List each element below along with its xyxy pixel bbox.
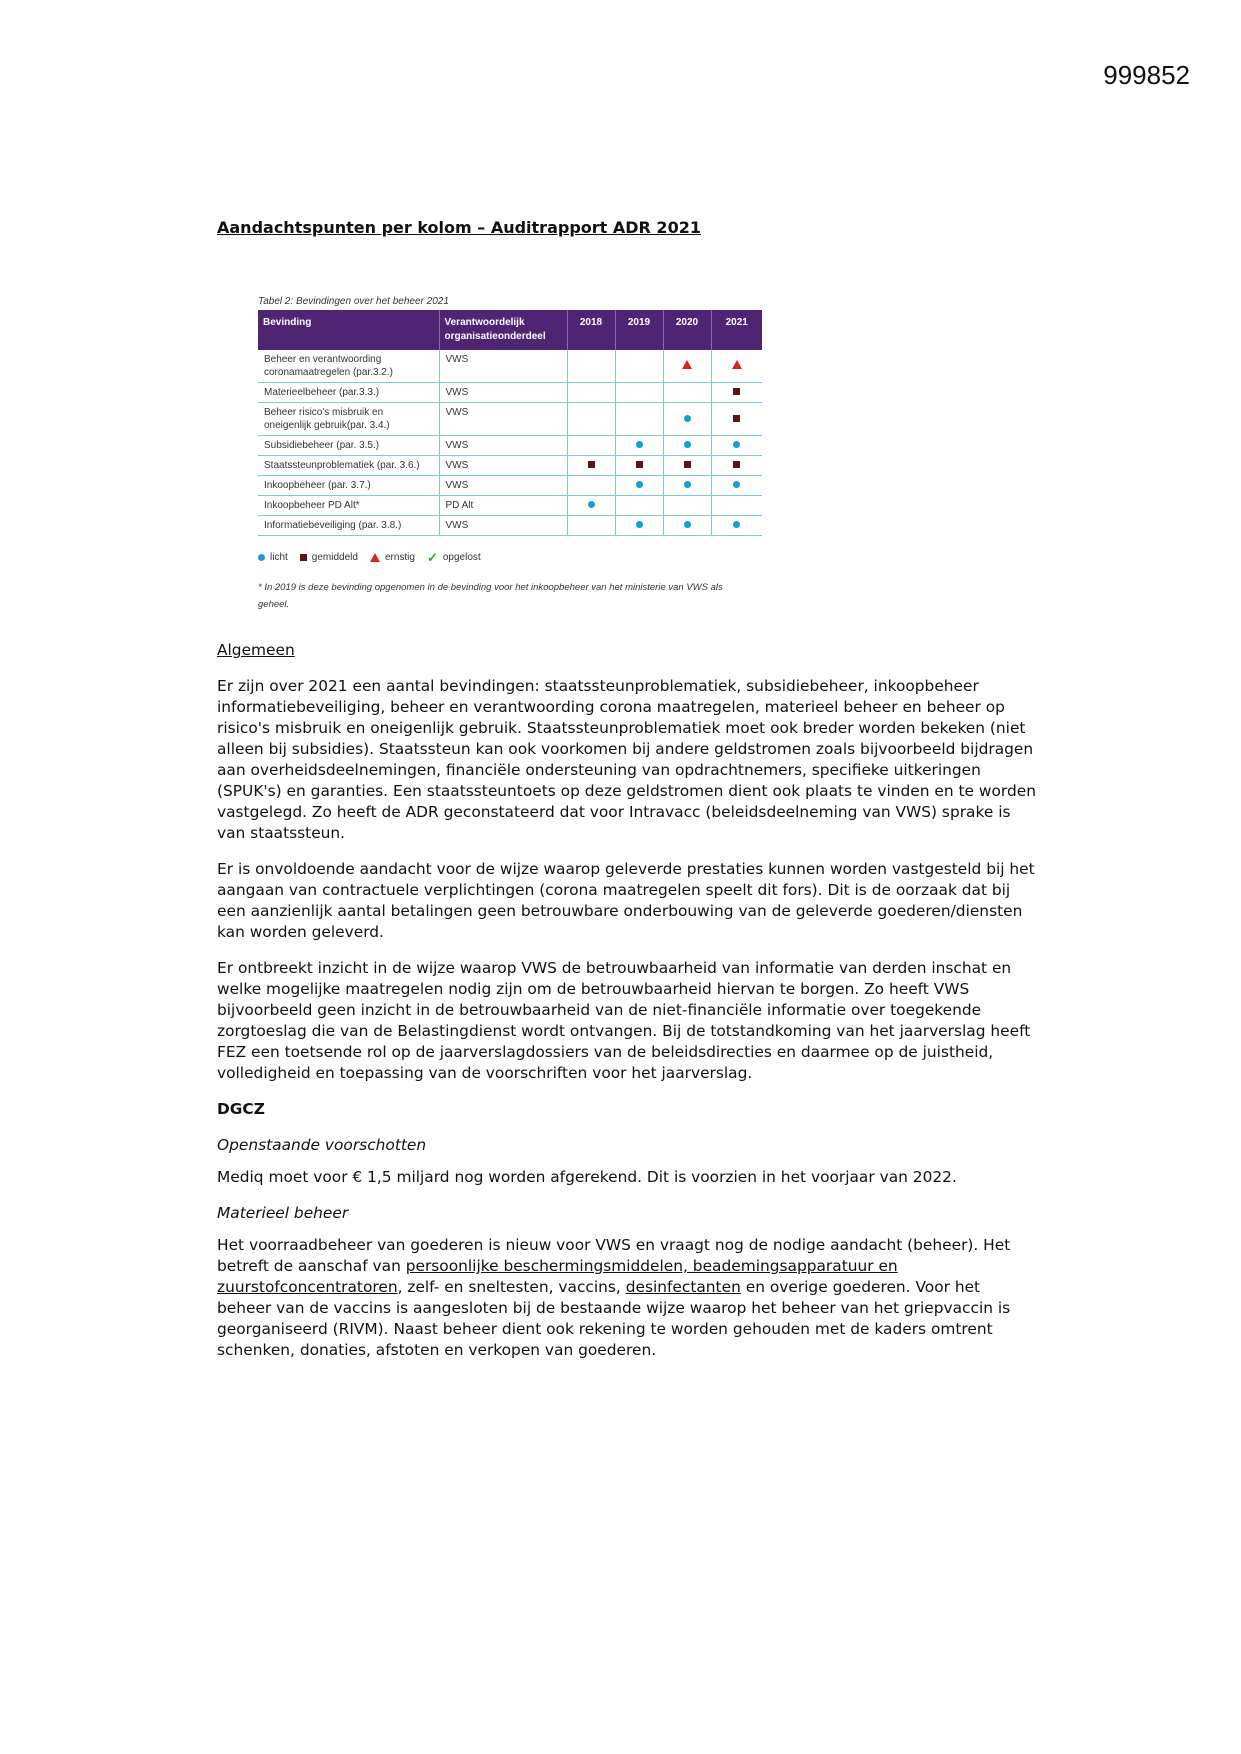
table-row	[258, 436, 762, 456]
table-footnote: * In 2019 is deze bevinding opgenomen in de bevinding voor het inkoopbeheer van het ministerie van VWS als geheel.	[258, 582, 723, 610]
table-row	[258, 350, 762, 383]
cell-year-mark	[615, 476, 663, 496]
table-row	[258, 403, 762, 436]
cell-year-mark	[663, 436, 711, 456]
legend-square-icon	[300, 554, 307, 561]
cell-year-mark	[615, 383, 663, 403]
table-legend	[258, 549, 763, 565]
paragraph: Er ontbreekt inzicht in de wijze waarop VWS de betrouwbaarheid van informatie van derden inschat en welke mogelijke maatregelen nodig zijn om de betrouwbaarheid hiervan te borgen. Zo heeft VWS bijvoorbeeld geen inzicht in de betrouwbaarheid van de niet-financiële informatie over toegekende zorgtoeslag die van de Belastingdienst wordt ontvangen. Bij de totstandkoming van het jaarverslag heeft FEZ een toetsende rol op de jaarverslagdossiers van de beleidsdirecties en daarmee op de juistheid, volledigheid en toepassing van de voorschriften voor het jaarverslag.	[217, 959, 1031, 1082]
licht-dot-icon	[684, 441, 691, 448]
licht-dot-icon	[733, 481, 740, 488]
legend-label: opgelost	[442, 552, 481, 563]
paragraph: Er zijn over 2021 een aantal bevindingen: staatssteunproblematiek, subsidiebeheer, inkoopbeheer informatiebeveiliging, beheer en verantwoording corona maatregelen, materieel beheer en beheer op risico's misbruik en oneigenlijk gebruik. Staatssteunproblematiek moet ook breder worden bekeken (niet alleen bij subsidies). Staatssteun kan ook voorkomen bij andere geldstromen zoals bijvoorbeeld bijdragen aan overheidsdeelnemingen, financiële ondersteuning van opdrachtnemers, specifieke uitkeringen (SPUK's) en garanties. Een staatssteuntoets op deze geldstromen dient ook plaats te vinden en te worden vastgelegd. Zo heeft de ADR geconstateerd dat voor Intravacc (beleidsdeelneming van VWS) sprake is van staatssteun.	[217, 677, 1036, 842]
cell-year-mark	[567, 383, 615, 403]
cell-year-mark	[663, 476, 711, 496]
subheading-materieel-beheer: Materieel beheer	[217, 1204, 349, 1222]
table-header-row	[258, 310, 762, 350]
cell-bevinding: Beheer risico's misbruik en oneigenlijk gebruik(par. 3.4.)	[258, 403, 439, 436]
subheading-openstaande-voorschotten: Openstaande voorschotten	[217, 1136, 427, 1154]
legend-label: licht	[270, 552, 288, 563]
cell-bevinding: Beheer en verantwoording coronamaatregelen (par.3.2.)	[258, 350, 439, 383]
cell-year-mark	[615, 456, 663, 476]
table-row	[258, 456, 762, 476]
gemiddeld-square-icon	[684, 461, 691, 468]
cell-year-mark	[663, 496, 711, 516]
licht-dot-icon	[733, 441, 740, 448]
text-span: Het voorraadbeheer van goederen is nieuw voor VWS en vraagt nog de nodige aandacht (beheer). Het betreft de aanschaf van	[217, 1236, 1011, 1275]
cell-year-mark	[711, 350, 762, 383]
cell-year-mark	[615, 496, 663, 516]
cell-year-mark	[711, 516, 762, 536]
cell-organisatieonderdeel: VWS	[439, 516, 567, 536]
cell-bevinding: Materieelbeheer (par.3.3.)	[258, 383, 439, 403]
paragraph: Mediq moet voor € 1,5 miljard nog worden afgerekend. Dit is voorzien in het voorjaar van 2022.	[217, 1168, 957, 1186]
legend-label: gemiddeld	[311, 552, 358, 563]
cell-year-mark	[615, 436, 663, 456]
legend-label: ernstig	[384, 552, 415, 563]
cell-year-mark	[567, 403, 615, 436]
section-heading-algemeen: Algemeen	[217, 641, 295, 659]
cell-year-mark	[711, 436, 762, 456]
licht-dot-icon	[684, 415, 691, 422]
header-year-2021: 2021	[711, 310, 762, 350]
cell-organisatieonderdeel: VWS	[439, 476, 567, 496]
cell-bevinding: Inkoopbeheer (par. 3.7.)	[258, 476, 439, 496]
header-year-2018: 2018	[567, 310, 615, 350]
text-span: , zelf- en sneltesten, vaccins,	[397, 1278, 626, 1296]
cell-year-mark	[663, 456, 711, 476]
legend-item-opgelost	[426, 549, 481, 565]
cell-year-mark	[711, 383, 762, 403]
table-row	[258, 496, 762, 516]
gemiddeld-square-icon	[733, 461, 740, 468]
cell-year-mark	[663, 403, 711, 436]
cell-bevinding: Subsidiebeheer (par. 3.5.)	[258, 436, 439, 456]
page-title: Aandachtspunten per kolom – Auditrapport ADR 2021	[217, 218, 701, 237]
legend-item-licht	[258, 552, 288, 563]
cell-year-mark	[567, 436, 615, 456]
cell-year-mark	[711, 456, 762, 476]
underlined-text-desinfectanten: desinfectanten	[625, 1278, 741, 1296]
cell-year-mark	[711, 496, 762, 516]
cell-year-mark	[567, 496, 615, 516]
paragraph-materieel-beheer	[217, 1235, 1037, 1361]
licht-dot-icon	[636, 441, 643, 448]
cell-organisatieonderdeel: VWS	[439, 383, 567, 403]
gemiddeld-square-icon	[588, 461, 595, 468]
cell-year-mark	[567, 516, 615, 536]
body-text	[217, 640, 1037, 1376]
header-year-2020: 2020	[663, 310, 711, 350]
cell-year-mark	[615, 403, 663, 436]
cell-year-mark	[711, 403, 762, 436]
cell-year-mark	[567, 350, 615, 383]
cell-year-mark	[567, 456, 615, 476]
table-row	[258, 383, 762, 403]
cell-organisatieonderdeel: VWS	[439, 456, 567, 476]
cell-year-mark	[663, 350, 711, 383]
header-year-2019: 2019	[615, 310, 663, 350]
paragraph: Er is onvoldoende aandacht voor de wijze waarop geleverde prestaties kunnen worden vastgesteld bij het aangaan van contractuele verplichtingen (corona maatregelen speelt dit fors). Dit is de oorzaak dat bij een aanzienlijk aantal betalingen geen betrouwbare onderbouwing van de geleverde goederen/diensten kan worden geleverd.	[217, 860, 1035, 941]
gemiddeld-square-icon	[733, 415, 740, 422]
legend-item-ernstig	[370, 552, 415, 563]
licht-dot-icon	[684, 521, 691, 528]
cell-year-mark	[615, 350, 663, 383]
cell-year-mark	[663, 516, 711, 536]
legend-dot-icon	[258, 554, 265, 561]
header-bevinding: Bevinding	[258, 310, 439, 350]
cell-year-mark	[711, 476, 762, 496]
table-row	[258, 476, 762, 496]
licht-dot-icon	[588, 501, 595, 508]
legend-item-gemiddeld	[300, 552, 358, 563]
cell-bevinding: Staatssteunproblematiek (par. 3.6.)	[258, 456, 439, 476]
underlined-text-beschermingsmiddelen: persoonlijke beschermingsmiddelen, beademingsapparatuur en zuurstofconcentratoren	[217, 1257, 898, 1296]
cell-year-mark	[663, 383, 711, 403]
licht-dot-icon	[636, 481, 643, 488]
cell-organisatieonderdeel: PD Alt	[439, 496, 567, 516]
legend-check-icon: ✓	[426, 549, 438, 565]
gemiddeld-square-icon	[636, 461, 643, 468]
findings-figure	[258, 296, 763, 613]
findings-table	[258, 310, 762, 536]
table-row	[258, 516, 762, 536]
licht-dot-icon	[636, 521, 643, 528]
cell-organisatieonderdeel: VWS	[439, 436, 567, 456]
table-caption: Tabel 2: Bevindingen over het beheer 2021	[258, 296, 449, 307]
text-span: en overige goederen. Voor het beheer van de vaccins is aangesloten bij de bestaande wijze waarop het beheer van het griepvaccin is georganiseerd (RIVM). Naast beheer dient ook rekening te worden gehouden met de kaders omtrent schenken, donaties, afstoten en verkopen van goederen.	[217, 1278, 1011, 1359]
section-heading-dgcz: DGCZ	[217, 1100, 265, 1118]
cell-year-mark	[567, 476, 615, 496]
cell-bevinding: Inkoopbeheer PD Alt*	[258, 496, 439, 516]
licht-dot-icon	[733, 521, 740, 528]
legend-triangle-icon	[370, 553, 380, 562]
cell-organisatieonderdeel: VWS	[439, 403, 567, 436]
header-organisatieonderdeel: Verantwoordelijk organisatieonderdeel	[439, 310, 567, 350]
cell-organisatieonderdeel: VWS	[439, 350, 567, 383]
licht-dot-icon	[684, 481, 691, 488]
ernstig-triangle-icon	[682, 360, 692, 369]
document-number: 999852	[1103, 60, 1190, 90]
cell-year-mark	[615, 516, 663, 536]
cell-bevinding: Informatiebeveiliging (par. 3.8.)	[258, 516, 439, 536]
gemiddeld-square-icon	[733, 388, 740, 395]
ernstig-triangle-icon	[732, 360, 742, 369]
